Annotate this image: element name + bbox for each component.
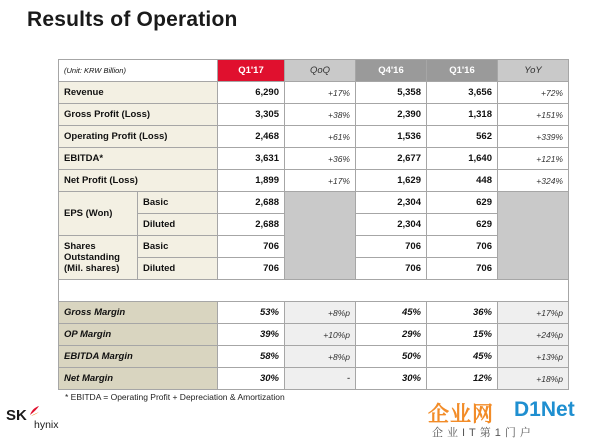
table-row <box>59 82 569 104</box>
cell-yoy: +72% <box>498 82 569 104</box>
cell-yoy: +121% <box>498 148 569 170</box>
table-row-eps-basic <box>59 192 569 214</box>
cell-q416: 45% <box>356 302 427 324</box>
cell-q117: 2,688 <box>218 214 285 236</box>
cell-q416: 5,358 <box>356 82 427 104</box>
cell-yoy: +13%p <box>498 346 569 368</box>
cell-q116: 629 <box>427 192 498 214</box>
cell-qoq: +17% <box>285 82 356 104</box>
cell-q416: 1,536 <box>356 126 427 148</box>
cell-q416: 30% <box>356 368 427 390</box>
cell-q117: 1,899 <box>218 170 285 192</box>
cell-q416: 2,304 <box>356 192 427 214</box>
table-row <box>59 104 569 126</box>
cell-q117: 2,688 <box>218 192 285 214</box>
table-row <box>59 148 569 170</box>
cell-q117: 706 <box>218 236 285 258</box>
cell-q116: 448 <box>427 170 498 192</box>
margin-label: EBITDA Margin <box>59 346 218 368</box>
shares-diluted-label: Diluted <box>138 258 218 280</box>
margin-row <box>59 346 569 368</box>
watermark-main: 企业网 <box>428 403 494 426</box>
cell-qoq: +38% <box>285 104 356 126</box>
cell-qoq: +8%p <box>285 346 356 368</box>
watermark <box>428 398 598 442</box>
cell-yoy: +324% <box>498 170 569 192</box>
cell-q116: 1,640 <box>427 148 498 170</box>
watermark-sub: 企业IT第1门户 <box>432 427 535 439</box>
cell-yoy: +24%p <box>498 324 569 346</box>
eps-label: EPS (Won) <box>59 192 138 236</box>
margin-row <box>59 302 569 324</box>
cell-q116: 36% <box>427 302 498 324</box>
watermark-net: D1Net <box>514 398 575 421</box>
cell-yoy: +339% <box>498 126 569 148</box>
cell-q116: 629 <box>427 214 498 236</box>
cell-q116: 12% <box>427 368 498 390</box>
cell-qoq: +36% <box>285 148 356 170</box>
col-q117: Q1'17 <box>218 60 285 82</box>
cell-q117: 2,468 <box>218 126 285 148</box>
page-title: Results of Operation <box>27 8 238 31</box>
row-label: Gross Profit (Loss) <box>59 104 218 126</box>
unit-label: (Unit: KRW Billion) <box>59 60 218 82</box>
cell-q416: 706 <box>356 236 427 258</box>
col-q116: Q1'16 <box>427 60 498 82</box>
col-q416: Q4'16 <box>356 60 427 82</box>
qoq-blank-cell <box>285 192 356 280</box>
row-label: EBITDA* <box>59 148 218 170</box>
cell-q416: 2,390 <box>356 104 427 126</box>
cell-q416: 706 <box>356 258 427 280</box>
cell-q116: 562 <box>427 126 498 148</box>
sk-hynix-logo <box>6 405 96 439</box>
results-table <box>58 59 569 390</box>
cell-q117: 39% <box>218 324 285 346</box>
cell-q117: 706 <box>218 258 285 280</box>
cell-qoq: +17% <box>285 170 356 192</box>
shares-basic-label: Basic <box>138 236 218 258</box>
cell-q416: 2,304 <box>356 214 427 236</box>
eps-diluted-label: Diluted <box>138 214 218 236</box>
cell-q416: 2,677 <box>356 148 427 170</box>
sk-wing-icon <box>28 405 40 417</box>
header-row <box>59 60 569 82</box>
margin-label: Gross Margin <box>59 302 218 324</box>
cell-q416: 29% <box>356 324 427 346</box>
cell-yoy: +17%p <box>498 302 569 324</box>
row-label: Revenue <box>59 82 218 104</box>
logo-brand: SK <box>6 407 27 424</box>
footnote: * EBITDA = Operating Profit + Depreciation & Amortization <box>65 392 285 402</box>
cell-q117: 58% <box>218 346 285 368</box>
cell-q116: 706 <box>427 258 498 280</box>
cell-q116: 1,318 <box>427 104 498 126</box>
shares-label: Shares Outstanding (Mil. shares) <box>59 236 138 280</box>
table-row <box>59 126 569 148</box>
col-yoy: YoY <box>498 60 569 82</box>
cell-q117: 53% <box>218 302 285 324</box>
table-row <box>59 170 569 192</box>
margin-row <box>59 368 569 390</box>
cell-q116: 3,656 <box>427 82 498 104</box>
cell-q117: 3,631 <box>218 148 285 170</box>
cell-yoy: +151% <box>498 104 569 126</box>
eps-basic-label: Basic <box>138 192 218 214</box>
col-qoq: QoQ <box>285 60 356 82</box>
row-label: Net Profit (Loss) <box>59 170 218 192</box>
cell-q117: 30% <box>218 368 285 390</box>
cell-q116: 15% <box>427 324 498 346</box>
cell-qoq: +8%p <box>285 302 356 324</box>
cell-q117: 3,305 <box>218 104 285 126</box>
logo-name: hynix <box>34 419 59 431</box>
cell-qoq: +10%p <box>285 324 356 346</box>
cell-qoq: - <box>285 368 356 390</box>
cell-yoy: +18%p <box>498 368 569 390</box>
table-separator <box>59 280 569 302</box>
cell-q416: 1,629 <box>356 170 427 192</box>
cell-q116: 706 <box>427 236 498 258</box>
yoy-blank-cell <box>498 192 569 280</box>
margin-label: OP Margin <box>59 324 218 346</box>
cell-q416: 50% <box>356 346 427 368</box>
row-label: Operating Profit (Loss) <box>59 126 218 148</box>
cell-qoq: +61% <box>285 126 356 148</box>
margin-row <box>59 324 569 346</box>
cell-q116: 45% <box>427 346 498 368</box>
margin-label: Net Margin <box>59 368 218 390</box>
cell-q117: 6,290 <box>218 82 285 104</box>
